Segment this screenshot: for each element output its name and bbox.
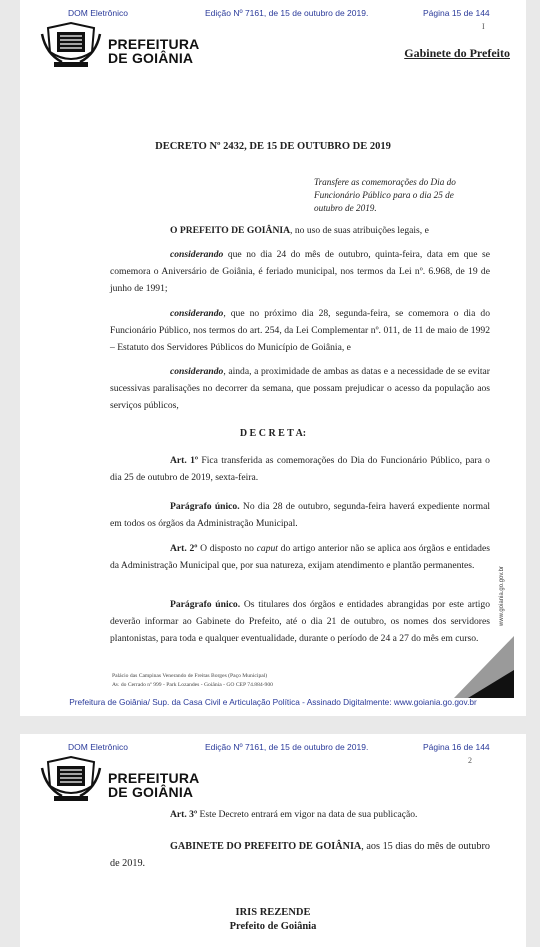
considerando-1 bbox=[110, 246, 490, 297]
article-2-label: Art. 2º bbox=[170, 543, 198, 554]
article-3-text: Este Decreto entrará em vigor na data de sua publicação. bbox=[197, 809, 418, 820]
office-title: Gabinete do Prefeito bbox=[404, 46, 510, 60]
document-page-16 bbox=[20, 734, 526, 947]
decree-summary bbox=[314, 176, 482, 215]
considerando-3 bbox=[110, 363, 490, 414]
preamble-bold: O PREFEITO DE GOIÂNIA bbox=[170, 225, 291, 236]
considerando-2 bbox=[110, 305, 490, 356]
header-source: DOM Eletrônico bbox=[68, 8, 128, 18]
signature-role: Prefeito de Goiânia bbox=[229, 921, 317, 932]
considerando-2-text: , que no próximo dia 28, segunda-feira, se comemora o dia do Funcionário Público, nos termos do art. 254, da Lei Complementar nº. 011, de 11 de maio de 1992 – Estatuto dos Servidores Públicos do Município de Goiânia, e bbox=[110, 308, 490, 353]
brand-name bbox=[108, 771, 199, 799]
address-line-2: Av. do Cerrado nº 999 - Park Lozandes - Goiânia - GO CEP 74.884-900 bbox=[112, 682, 273, 688]
considerando-2-keyword: considerando bbox=[170, 308, 224, 319]
brand-line-1: PREFEITURA bbox=[108, 36, 200, 52]
summary-line-3: outubro de 2019. bbox=[314, 203, 377, 213]
paragraph-unico-1-label: Parágrafo único. bbox=[170, 501, 240, 512]
signature-name: IRIS REZENDE bbox=[235, 907, 311, 918]
article-1 bbox=[110, 452, 490, 486]
brand-name bbox=[108, 37, 199, 65]
article-3-label: Art. 3º bbox=[170, 809, 198, 820]
page-mark: 2 bbox=[468, 756, 472, 765]
paragraph-unico-2 bbox=[110, 596, 490, 647]
summary-line-1: Transfere as comemorações do Dia do bbox=[314, 177, 456, 187]
address-line-1: Palácio das Campinas Venerando de Freitas Borges (Paço Municipal) bbox=[112, 673, 268, 679]
header-page-number: Página 15 de 144 bbox=[423, 8, 490, 18]
brand-line-1: PREFEITURA bbox=[108, 770, 200, 786]
coat-of-arms-logo bbox=[40, 754, 102, 804]
considerando-1-keyword: considerando bbox=[170, 249, 224, 260]
footer-signature-line: Prefeitura de Goiânia/ Sup. da Casa Civil e Articulação Política - Assinado Digitalmente: www.goiania.go.gov.br bbox=[69, 697, 477, 707]
article-3 bbox=[170, 806, 490, 823]
address-block bbox=[112, 672, 273, 690]
preamble-rest: , no uso de suas atribuições legais, e bbox=[290, 225, 429, 236]
document-page-15 bbox=[20, 0, 526, 716]
article-2 bbox=[110, 540, 490, 574]
brand-line-2: DE GOIÂNIA bbox=[108, 50, 194, 66]
closing-text: , aos 15 dias do mês de outubro de 2019. bbox=[110, 841, 490, 869]
decree-title: DECRETO Nº 2432, DE 15 DE OUTUBRO DE 2019 bbox=[155, 141, 391, 152]
closing-bold: GABINETE DO PREFEITO DE GOIÂNIA bbox=[170, 841, 362, 852]
considerando-3-text: , ainda, a proximidade de ambas as datas e a necessidade de se evitar sucessivas paralisações no decorrer da semana, que possam prejudicar o acesso da população aos serviços públicos, bbox=[110, 366, 490, 411]
corner-decoration bbox=[454, 636, 514, 698]
considerando-3-keyword: considerando bbox=[170, 366, 224, 377]
decreta-heading: D E C R E T A: bbox=[239, 428, 307, 439]
coat-of-arms-logo bbox=[40, 20, 102, 70]
article-2-text: do artigo anterior não se aplica aos órgãos e entidades da Administração Municipal que, por sua natureza, exijam atendimento e plantão permanentes. bbox=[110, 543, 490, 571]
closing-statement bbox=[110, 838, 490, 872]
side-url bbox=[496, 548, 506, 628]
article-2-caput: caput bbox=[256, 543, 278, 554]
header-page-number: Página 16 de 144 bbox=[423, 742, 490, 752]
paragraph-unico-1 bbox=[110, 498, 490, 532]
brand-line-2: DE GOIÂNIA bbox=[108, 784, 194, 800]
header-edition: Edição Nº 7161, de 15 de outubro de 2019. bbox=[205, 8, 369, 18]
article-1-text: Fica transferida as comemorações do Dia do Funcionário Público, para o dia 25 de outubro de 2019, sexta-feira. bbox=[110, 455, 490, 483]
article-2-pre: O disposto no bbox=[197, 543, 257, 554]
preamble bbox=[170, 222, 490, 239]
paragraph-unico-2-text: Os titulares dos órgãos e entidades abrangidas por este artigo deverão informar ao Gabinete do Prefeito, até o dia 21 de outubro, os nomes dos servidores plantonistas, para toda e qualquer eventualidade, durante o período de 24 a 27 do mês em curso. bbox=[110, 599, 490, 644]
considerando-1-text: que no dia 24 do mês de outubro, quinta-feira, data em que se comemora o Aniversário de Goiânia, é feriado municipal, nos termos da Lei nº. 6.968, de 19 de junho de 1991; bbox=[110, 249, 490, 294]
paragraph-unico-1-text: No dia 28 de outubro, segunda-feira haverá expediente normal em todos os órgãos da Administração Municipal. bbox=[110, 501, 491, 529]
paragraph-unico-2-label: Parágrafo único. bbox=[170, 599, 241, 610]
header-edition: Edição Nº 7161, de 15 de outubro de 2019. bbox=[205, 742, 369, 752]
article-1-label: Art. 1º bbox=[170, 455, 199, 466]
page-mark: I bbox=[482, 22, 485, 31]
summary-line-2: Funcionário Público para o dia 25 de bbox=[314, 190, 454, 200]
header-source: DOM Eletrônico bbox=[68, 742, 128, 752]
side-url-text: www.goiania.go.gov.br bbox=[499, 566, 505, 626]
